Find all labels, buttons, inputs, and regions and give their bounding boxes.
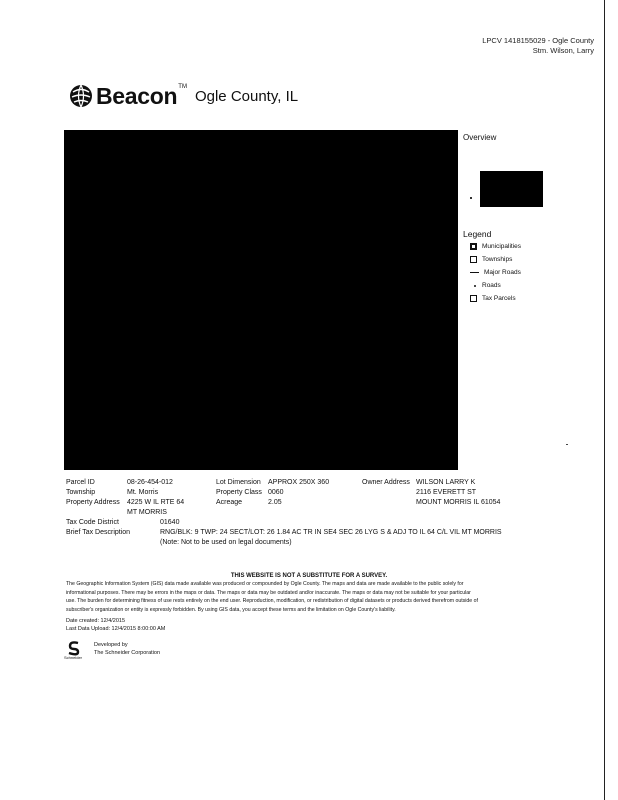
tax-code-district-value: 01640: [160, 519, 180, 526]
tax-parcels-swatch: [470, 295, 477, 302]
disclaimer-line: informational purposes. There may be errors in the maps or data. The maps or data may be outdated and/or inaccurate. The maps or data may not be suitable for your particular: [66, 589, 471, 596]
acreage-value: 2.05: [268, 499, 282, 506]
brief-tax-description-label: Brief Tax Description: [66, 529, 131, 536]
parcel-map: [64, 130, 458, 470]
schneider-logo-icon: [66, 640, 82, 656]
legend-label: Roads: [482, 282, 501, 289]
owner-city: MOUNT MORRIS IL 61054: [416, 499, 501, 506]
tax-code-district-label: Tax Code District: [66, 519, 119, 526]
page-edge-rule: [604, 0, 605, 800]
disclaimer-line: use. The burden for determining fitness of use rests entirely on the end user. Reproduction, modification, or redistribution of digital datasets or products derived therefrom outside of: [66, 598, 478, 605]
brief-tax-description-note: (Note: Not to be used on legal documents): [160, 539, 292, 546]
owner-street: 2116 EVERETT ST: [416, 489, 477, 496]
parcel-id-value: 08-26-454-012: [127, 479, 173, 486]
date-created: Date created: 12/4/2015: [66, 618, 126, 624]
document-header: [482, 36, 594, 56]
legend-title: Legend: [463, 229, 492, 239]
lot-dimension-value: APPROX 250X 360: [268, 479, 330, 486]
last-data-upload: Last Data Upload: 12/4/2015 8:00:00 AM: [66, 626, 166, 632]
legend-item-roads: [470, 282, 501, 289]
overview-title: Overview: [463, 133, 497, 142]
property-address-line1: 4225 W IL RTE 64: [127, 499, 185, 506]
roads-swatch: [474, 285, 476, 287]
county-title: Ogle County, IL: [194, 87, 299, 105]
document-id: LPCV 1418155029 - Ogle County: [482, 36, 594, 45]
lot-dimension-label: Lot Dimension: [216, 479, 261, 486]
beacon-brand: [68, 82, 298, 110]
legend-item-townships: [470, 256, 512, 263]
legend-item-tax-parcels: [470, 295, 516, 302]
developed-by-label: Developed by: [94, 642, 128, 648]
owner-name: WILSON LARRY K: [416, 479, 476, 486]
disclaimer-body: [66, 580, 598, 614]
owner-address-label: Owner Address: [362, 479, 410, 486]
overview-marker: [470, 197, 472, 199]
legend-label: Townships: [482, 256, 513, 263]
major-roads-swatch: [470, 272, 479, 273]
disclaimer-line: The Geographic Information System (GIS) data made available was produced or compounded by Ogle County. The maps and data are made available to the public solely for: [66, 581, 464, 587]
property-class-label: Property Class: [216, 489, 262, 496]
parcel-id-label: Parcel ID: [66, 479, 95, 486]
property-address-label: Property Address: [66, 499, 120, 506]
disclaimer-title: THIS WEBSITE IS NOT A SUBSTITUTE FOR A SURVEY.: [230, 573, 388, 579]
overview-map: [480, 171, 543, 207]
developer-credit: [94, 641, 160, 657]
property-address-line2: MT MORRIS: [127, 509, 167, 516]
legend-label: Municipalities: [482, 243, 522, 250]
legend-label: Major Roads: [484, 269, 521, 276]
township-value: Mt. Morris: [127, 489, 159, 496]
township-label: Township: [66, 489, 96, 496]
beacon-globe-icon: [68, 83, 94, 109]
townships-swatch: [470, 256, 477, 263]
legend-label: Tax Parcels: [482, 295, 516, 302]
trademark: TM: [178, 84, 187, 90]
schneider-logo-text: Schneider: [64, 655, 83, 660]
brief-tax-description-value: RNG/BLK: 9 TWP: 24 SECT/LOT: 26 1.84 AC TR IN SE4 SEC 26 LYG S & ADJ TO IL 64 C/L VIL MT MORRIS: [160, 529, 502, 536]
municipalities-swatch: [470, 243, 477, 250]
document-owner: Stm. Wilson, Larry: [532, 46, 594, 55]
property-class-value: 0060: [268, 489, 284, 496]
legend-item-major-roads: [470, 269, 521, 276]
map-scale-tick: [566, 444, 568, 445]
legend-item-municipalities: [470, 243, 521, 250]
beacon-wordmark: Beacon: [96, 82, 178, 109]
acreage-label: Acreage: [216, 499, 243, 506]
developer-name: The Schneider Corporation: [94, 650, 161, 656]
disclaimer-line: subscriber's organization or entity is expressly forbidden. By using GIS data, you accept these terms and the limitation on Ogle County's liability.: [66, 606, 396, 613]
